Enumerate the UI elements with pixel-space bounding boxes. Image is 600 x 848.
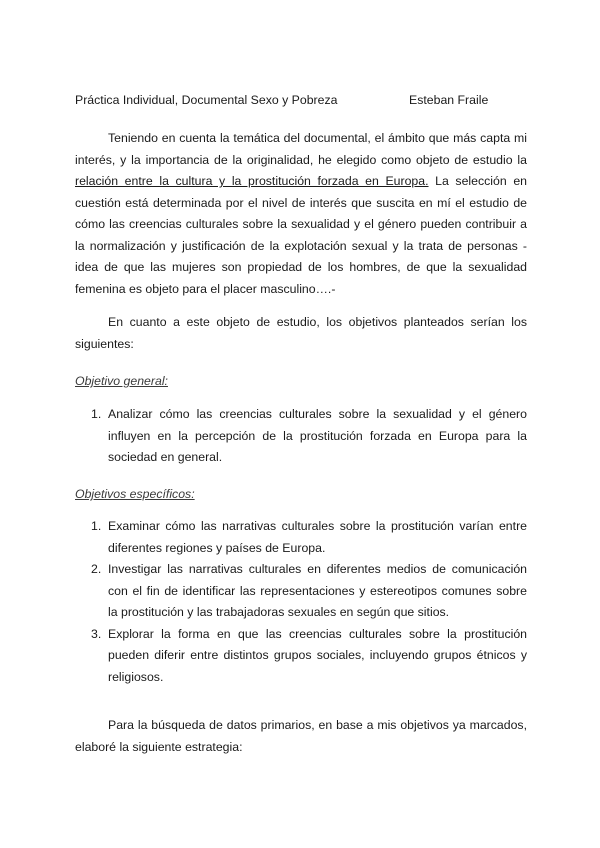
intro-text-after: La selección en cuestión está determinada por el nivel de interés que suscita en mí el estudio de cómo las creencias culturales sobre la sexualidad y el género pueden contribuir a la normalización y justificación de la explotación sexual y la trata de personas -idea de que las mujeres son propiedad de los hombres, de que la sexualidad femenina es objeto para el placer masculino….- [75, 174, 527, 296]
study-object-underlined: relación entre la cultura y la prostitución forzada en Europa. [75, 174, 429, 188]
intro-text-before: Teniendo en cuenta la temática del documental, el ámbito que más capta mi interés, y la importancia de la originalidad, he elegido como objeto de estudio la [75, 131, 527, 167]
list-item-number: 3. [91, 626, 102, 641]
intro-paragraph [75, 128, 527, 300]
objectives-intro-paragraph: En cuanto a este objeto de estudio, los objetivos planteados serían los siguientes: [75, 315, 527, 351]
list-item [75, 404, 527, 469]
specific-objectives-heading: Objetivos específicos: [75, 487, 195, 501]
list-item-number: 2. [91, 562, 102, 576]
closing-paragraph: Para la búsqueda de datos primarios, en base a mis objetivos ya marcados, elaboré la siguiente estrategia: [75, 718, 527, 754]
author-name: Esteban Fraile [409, 93, 489, 107]
document-title: Práctica Individual, Documental Sexo y Pobreza [75, 93, 338, 107]
general-objective-heading: Objetivo general: [75, 374, 168, 388]
list-item-text: Examinar cómo las narrativas culturales sobre la prostitución varían entre diferentes regiones y países de Europa. [108, 519, 527, 555]
list-item [75, 624, 527, 689]
list-item [75, 516, 527, 559]
list-item-text: Explorar la forma en que las creencias culturales sobre la prostitución pueden diferir entre distintos grupos sociales, incluyendo grupos étnicos y religiosos. [108, 626, 527, 684]
list-item-number: 1. [91, 407, 102, 421]
list-item-text: Analizar cómo las creencias culturales sobre la sexualidad y el género influyen en la percepción de la prostitución forzada en Europa para la sociedad en general. [108, 407, 527, 464]
document-header [75, 92, 535, 108]
list-item-text: Investigar las narrativas culturales en diferentes medios de comunicación con el fin de identificar las representaciones y estereotipos comunes sobre la prostitución y las trabajadoras sexuales en según que sitios. [108, 562, 527, 619]
specific-objectives-list [75, 516, 527, 688]
general-objectives-list [75, 404, 527, 469]
list-item-number: 1. [91, 519, 102, 533]
list-item [75, 559, 527, 624]
